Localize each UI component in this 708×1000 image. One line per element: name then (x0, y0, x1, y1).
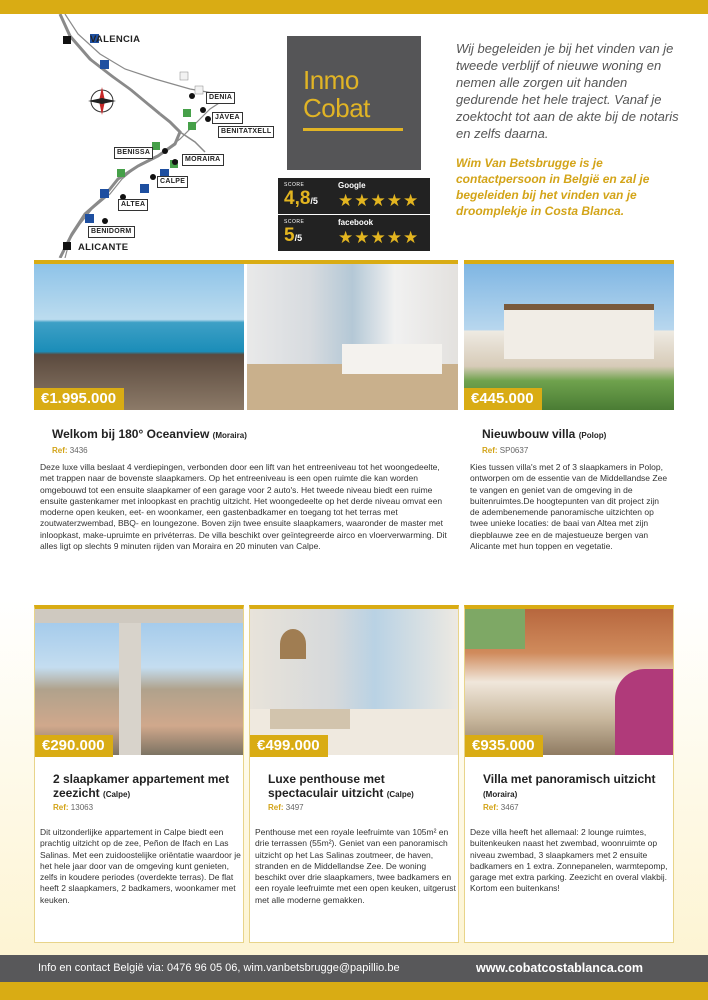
listing-ref: Ref: 13063 (53, 803, 94, 812)
score-label: SCORE (284, 219, 305, 225)
city-label: JÁVEA (212, 112, 243, 124)
star-rating-icon: ★★★★★ (338, 228, 420, 247)
logo-line: Inmo (303, 65, 359, 95)
logo-line: Cobat (303, 93, 370, 123)
listing-title: 2 slaapkamer appartement met zeezicht (Calpe) (53, 772, 230, 800)
price-tag: €935.000 (465, 735, 543, 757)
listing-title: Villa met panoramisch uitzicht (Moraira) (483, 772, 656, 799)
listing-description: Kies tussen villa's met 2 of 3 slaapkamers in Polop, ontworpen om de essentie van de Middellandse Zee te vangen en geniet van de omgeving in de buitenruimtes.De hoogtepunten van dit project zijn de adembenemende panoramische uitzichten op twee unieke locaties: de baai van Altea met zijn diepblauwe zee en de majestueuze bergen van Alicante met hun toppen en vegetatie. (470, 462, 668, 552)
top-accent-bar (0, 0, 708, 14)
listing-card[interactable] (249, 605, 459, 943)
score-value: 5/5 (284, 225, 303, 246)
rating-facebook (278, 215, 430, 251)
listing-title: Luxe penthouse met spectaculair uitzicht (Calpe) (268, 772, 414, 800)
listing-photo-penthouse (250, 609, 458, 755)
inmo-cobat-logo (287, 36, 421, 170)
logo-underline (303, 128, 403, 131)
listing-photo-bedroom (247, 264, 458, 410)
contact-paragraph: Wim Van Betsbrugge is je contactpersoon in België en zal je begeleiden bij het vinden van je droomplekje in Costa Blanca. (456, 156, 650, 218)
bottom-accent-bar (0, 982, 708, 1000)
footer-contact[interactable]: Info en contact België via: 0476 96 05 06, wim.vanbetsbrugge@papillio.be (38, 962, 400, 974)
listing-photo-villa-panorama (465, 609, 673, 755)
score-value: 4,8/5 (284, 188, 318, 209)
city-label: BENITATXELL (218, 126, 274, 138)
city-label: BENIDORM (88, 226, 135, 238)
listing-ref: Ref: 3497 (268, 803, 304, 812)
rating-source: facebook (338, 218, 374, 227)
city-label: VALENCIA (90, 34, 141, 45)
listing-description: Deze villa heeft het allemaal: 2 lounge ruimtes, buitenkeuken naast het zwembad, woonruimte op niveau zwembad, 3 slaapkamers met 2 ensuite badkamers en 1 extra. Zonnepanelen, warmtepomp, garage met extra parking. Zeezicht en overal vlakbij. Kortom een buitenkans! (470, 827, 668, 894)
region-map (30, 14, 280, 258)
city-label: MORAIRA (182, 154, 224, 166)
listing-card[interactable] (34, 605, 244, 943)
listing-card[interactable] (464, 260, 674, 600)
rating-google (278, 178, 430, 214)
intro-text (456, 40, 688, 219)
listing-ref: Ref: SP0637 (482, 446, 529, 455)
listing-title: Nieuwbouw villa (Polop) (482, 427, 607, 441)
city-label: ALTEA (118, 199, 148, 211)
city-label: CALPE (157, 176, 188, 188)
price-tag: €1.995.000 (34, 388, 124, 410)
price-tag: €499.000 (250, 735, 328, 757)
listing-description: Penthouse met een royale leefruimte van 105m² en drie terrassen (55m²). Geniet van een panoramisch uitzicht op het Las Salinas zoutmeer, de haven, stranden en de Middellandse Zee. De woning beschikt over drie slaapkamers, twee badkamers en een royale leefruimte met een open keuken, uitgerust met alle moderne gemakken. (255, 827, 456, 905)
footer-website-link[interactable]: www.cobatcostablanca.com (476, 961, 643, 975)
price-tag: €290.000 (35, 735, 113, 757)
listing-description: Deze luxe villa beslaat 4 verdiepingen, verbonden door een lift van het entreeniveau tot het woongedeelte, met trappen naar de bovenste slaapkamers. Op het entreeniveau is een open ruimte die kan worden omgebouwd tot een ensuite slaapkamer of een garage voor 2 auto's. Het tweede niveau biedt een ruime ensuite gastenkamer met inloopkast en prachtig uitzicht. Het woongedeelte op het derde niveau omvat een moderne open keuken, eet- en woonkamer, een gastenbadkamer en toegang tot het terras met zoutwaterzwembad, BBQ- en loungezone. Boven zijn twee ensuite slaapkamers, waaronder de master met inloopkast, make-upruimte en privéterras. De villa beschikt over geïntegreerde airco en vloerverwarming. Dit alles ligt op slechts 9 minuten rijden van Moraira en 20 minuten van Calpe. (40, 462, 447, 552)
listing-photo-apartment (35, 609, 243, 755)
listing-card[interactable] (34, 260, 458, 600)
footer (0, 955, 708, 982)
city-label: ALICANTE (78, 242, 129, 253)
listing-title: Welkom bij 180° Oceanview (Moraira) (52, 427, 247, 441)
rating-source: Google (338, 181, 366, 190)
listing-card[interactable] (464, 605, 674, 943)
listing-ref: Ref: 3467 (483, 803, 519, 812)
star-rating-icon: ★★★★★ (338, 191, 420, 210)
intro-paragraph: Wij begeleiden je bij het vinden van je tweede verblijf of nieuwe woning en nemen alle zorgen uit handen gedurende het hele traject. Vanaf je zoektocht tot aan de akte bij de notaris en zelfs daarna. (456, 41, 679, 141)
city-label: DENIA (206, 92, 235, 104)
listing-description: Dit uitzonderlijke appartement in Calpe biedt een prachtig uitzicht op de zee, Peñon de Ifach en Las Salinas. Met een zuidoostelijke oriëntatie waardoor je het hele jaar door van de omgeving kunt genieten, zelfs in koudere periodes (overdekte terras). De flat heeft 2 slaapkamers, 2 badkamers, woonkamer met keuken. (40, 827, 241, 905)
price-tag: €445.000 (464, 388, 542, 410)
score-label: SCORE (284, 182, 305, 188)
listing-ref: Ref: 3436 (52, 446, 88, 455)
city-label: BENISSA (114, 147, 153, 159)
